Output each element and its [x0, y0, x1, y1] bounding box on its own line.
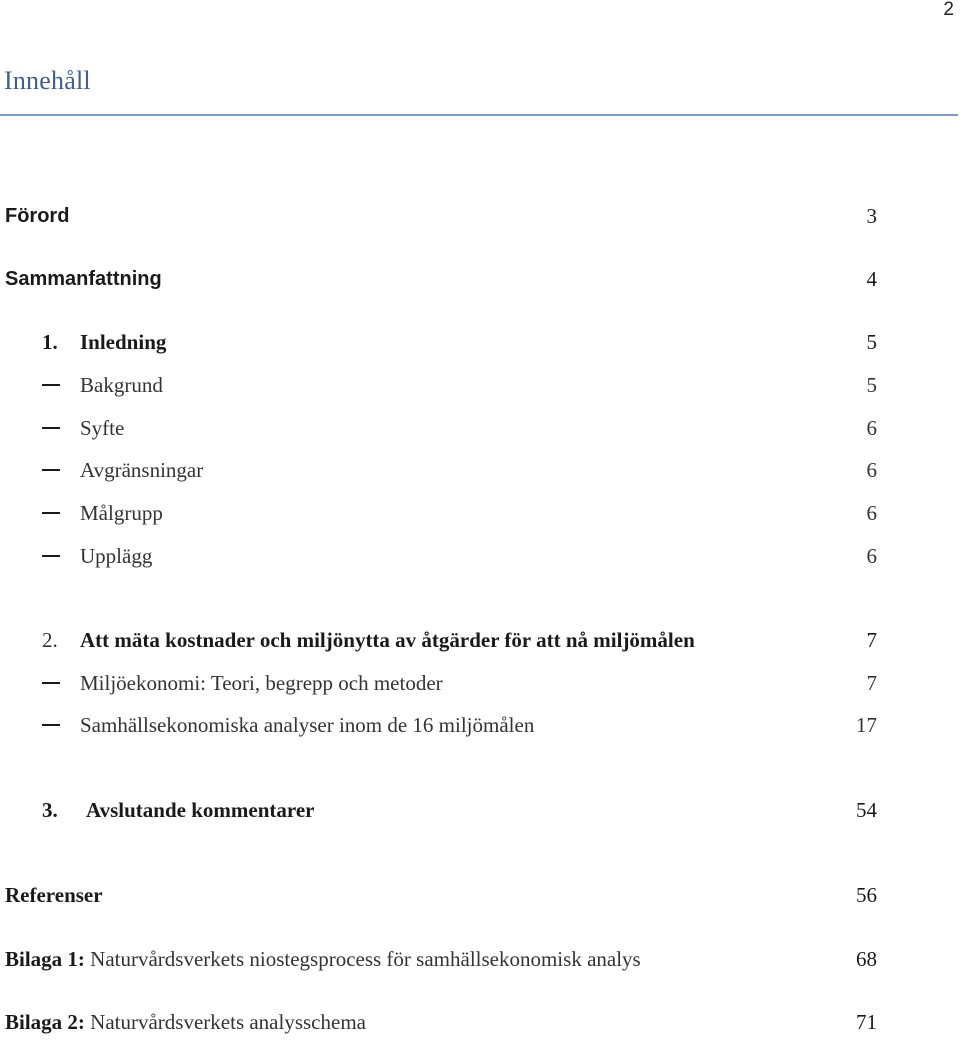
heading-rule [0, 114, 958, 116]
toc-subentry-title: Syfte [80, 416, 125, 440]
toc-entry-label-rest: Naturvårdsverkets niostegsprocess för samhällsekonomisk analys [90, 947, 641, 971]
toc-entry-sammanfattning[interactable] [0, 264, 880, 294]
dash-bullet [42, 469, 60, 471]
toc-entry-forord[interactable] [0, 201, 880, 231]
page-number: 2 [943, 0, 954, 20]
toc-entry-page: 68 [856, 947, 877, 971]
toc-subentry-samhallsekonomiska[interactable] [0, 710, 880, 740]
toc-entry-page: 54 [856, 798, 877, 822]
toc-entry-page: 3 [866, 204, 877, 228]
dash-bullet [42, 555, 60, 557]
toc-entry-page: 17 [856, 713, 877, 737]
dash-bullet [42, 427, 60, 429]
toc-entry-referenser[interactable] [0, 880, 880, 910]
toc-subentry-title: Avgränsningar [80, 458, 204, 482]
dash-bullet [42, 682, 60, 684]
toc-subentry-title: Upplägg [80, 544, 153, 568]
toc-entry-page: 6 [866, 544, 877, 568]
toc-entry-label-bold: Bilaga 1: [5, 947, 85, 971]
toc-subentry-title: Miljöekonomi: Teori, begrepp och metoder [80, 671, 443, 695]
toc-subentry-avgransningar[interactable] [0, 455, 880, 485]
toc-entry-chapter-3[interactable] [0, 795, 880, 825]
toc-entry-chapter-1[interactable] [0, 327, 880, 357]
toc-entry-page: 56 [856, 883, 877, 907]
toc-subentry-upplagg[interactable] [0, 541, 880, 571]
toc-entry-page: 6 [866, 501, 877, 525]
dash-bullet [42, 512, 60, 514]
toc-subentry-title: Bakgrund [80, 373, 163, 397]
dash-bullet [42, 724, 60, 726]
toc-entry-page: 4 [866, 267, 877, 291]
toc-chapter-title: Inledning [80, 330, 167, 354]
toc-subentry-malgrupp[interactable] [0, 498, 880, 528]
dash-bullet [42, 384, 60, 386]
toc-entry-chapter-2[interactable] [0, 625, 880, 655]
toc-subentry-title: Samhällsekonomiska analyser inom de 16 miljömålen [80, 713, 535, 737]
toc-entry-page: 6 [866, 416, 877, 440]
toc-entry-page: 7 [866, 628, 877, 652]
toc-heading: Innehåll [4, 66, 91, 95]
toc-subentry-title: Målgrupp [80, 501, 163, 525]
toc-subentry-bakgrund[interactable] [0, 370, 880, 400]
toc-subentry-syfte[interactable] [0, 413, 880, 443]
toc-entry-bilaga-1[interactable] [0, 944, 880, 974]
toc-entry-page: 5 [866, 330, 877, 354]
toc-entry-page: 5 [866, 373, 877, 397]
toc-chapter-number: 1. [42, 330, 58, 354]
toc-entry-label: Sammanfattning [5, 268, 162, 290]
toc-entry-label: Referenser [5, 883, 103, 907]
toc-entry-bilaga-2[interactable] [0, 1007, 880, 1037]
toc-entry-label [5, 944, 641, 974]
toc-entry-page: 7 [866, 671, 877, 695]
toc-chapter-title: Avslutande kommentarer [86, 798, 315, 822]
toc-entry-page: 6 [866, 458, 877, 482]
toc-entry-label-rest: Naturvårdsverkets analysschema [90, 1010, 366, 1034]
toc-entry-page: 71 [856, 1010, 877, 1034]
toc-subentry-miljoekonomi[interactable] [0, 668, 880, 698]
toc-entry-label [5, 1007, 366, 1037]
toc-entry-label-bold: Bilaga 2: [5, 1010, 85, 1034]
toc-chapter-title: Att mäta kostnader och miljönytta av åtgärder för att nå miljömålen [80, 628, 695, 652]
toc-entry-label: Förord [5, 205, 70, 227]
toc-chapter-number: 2. [42, 628, 58, 652]
toc-chapter-number: 3. [42, 798, 58, 822]
